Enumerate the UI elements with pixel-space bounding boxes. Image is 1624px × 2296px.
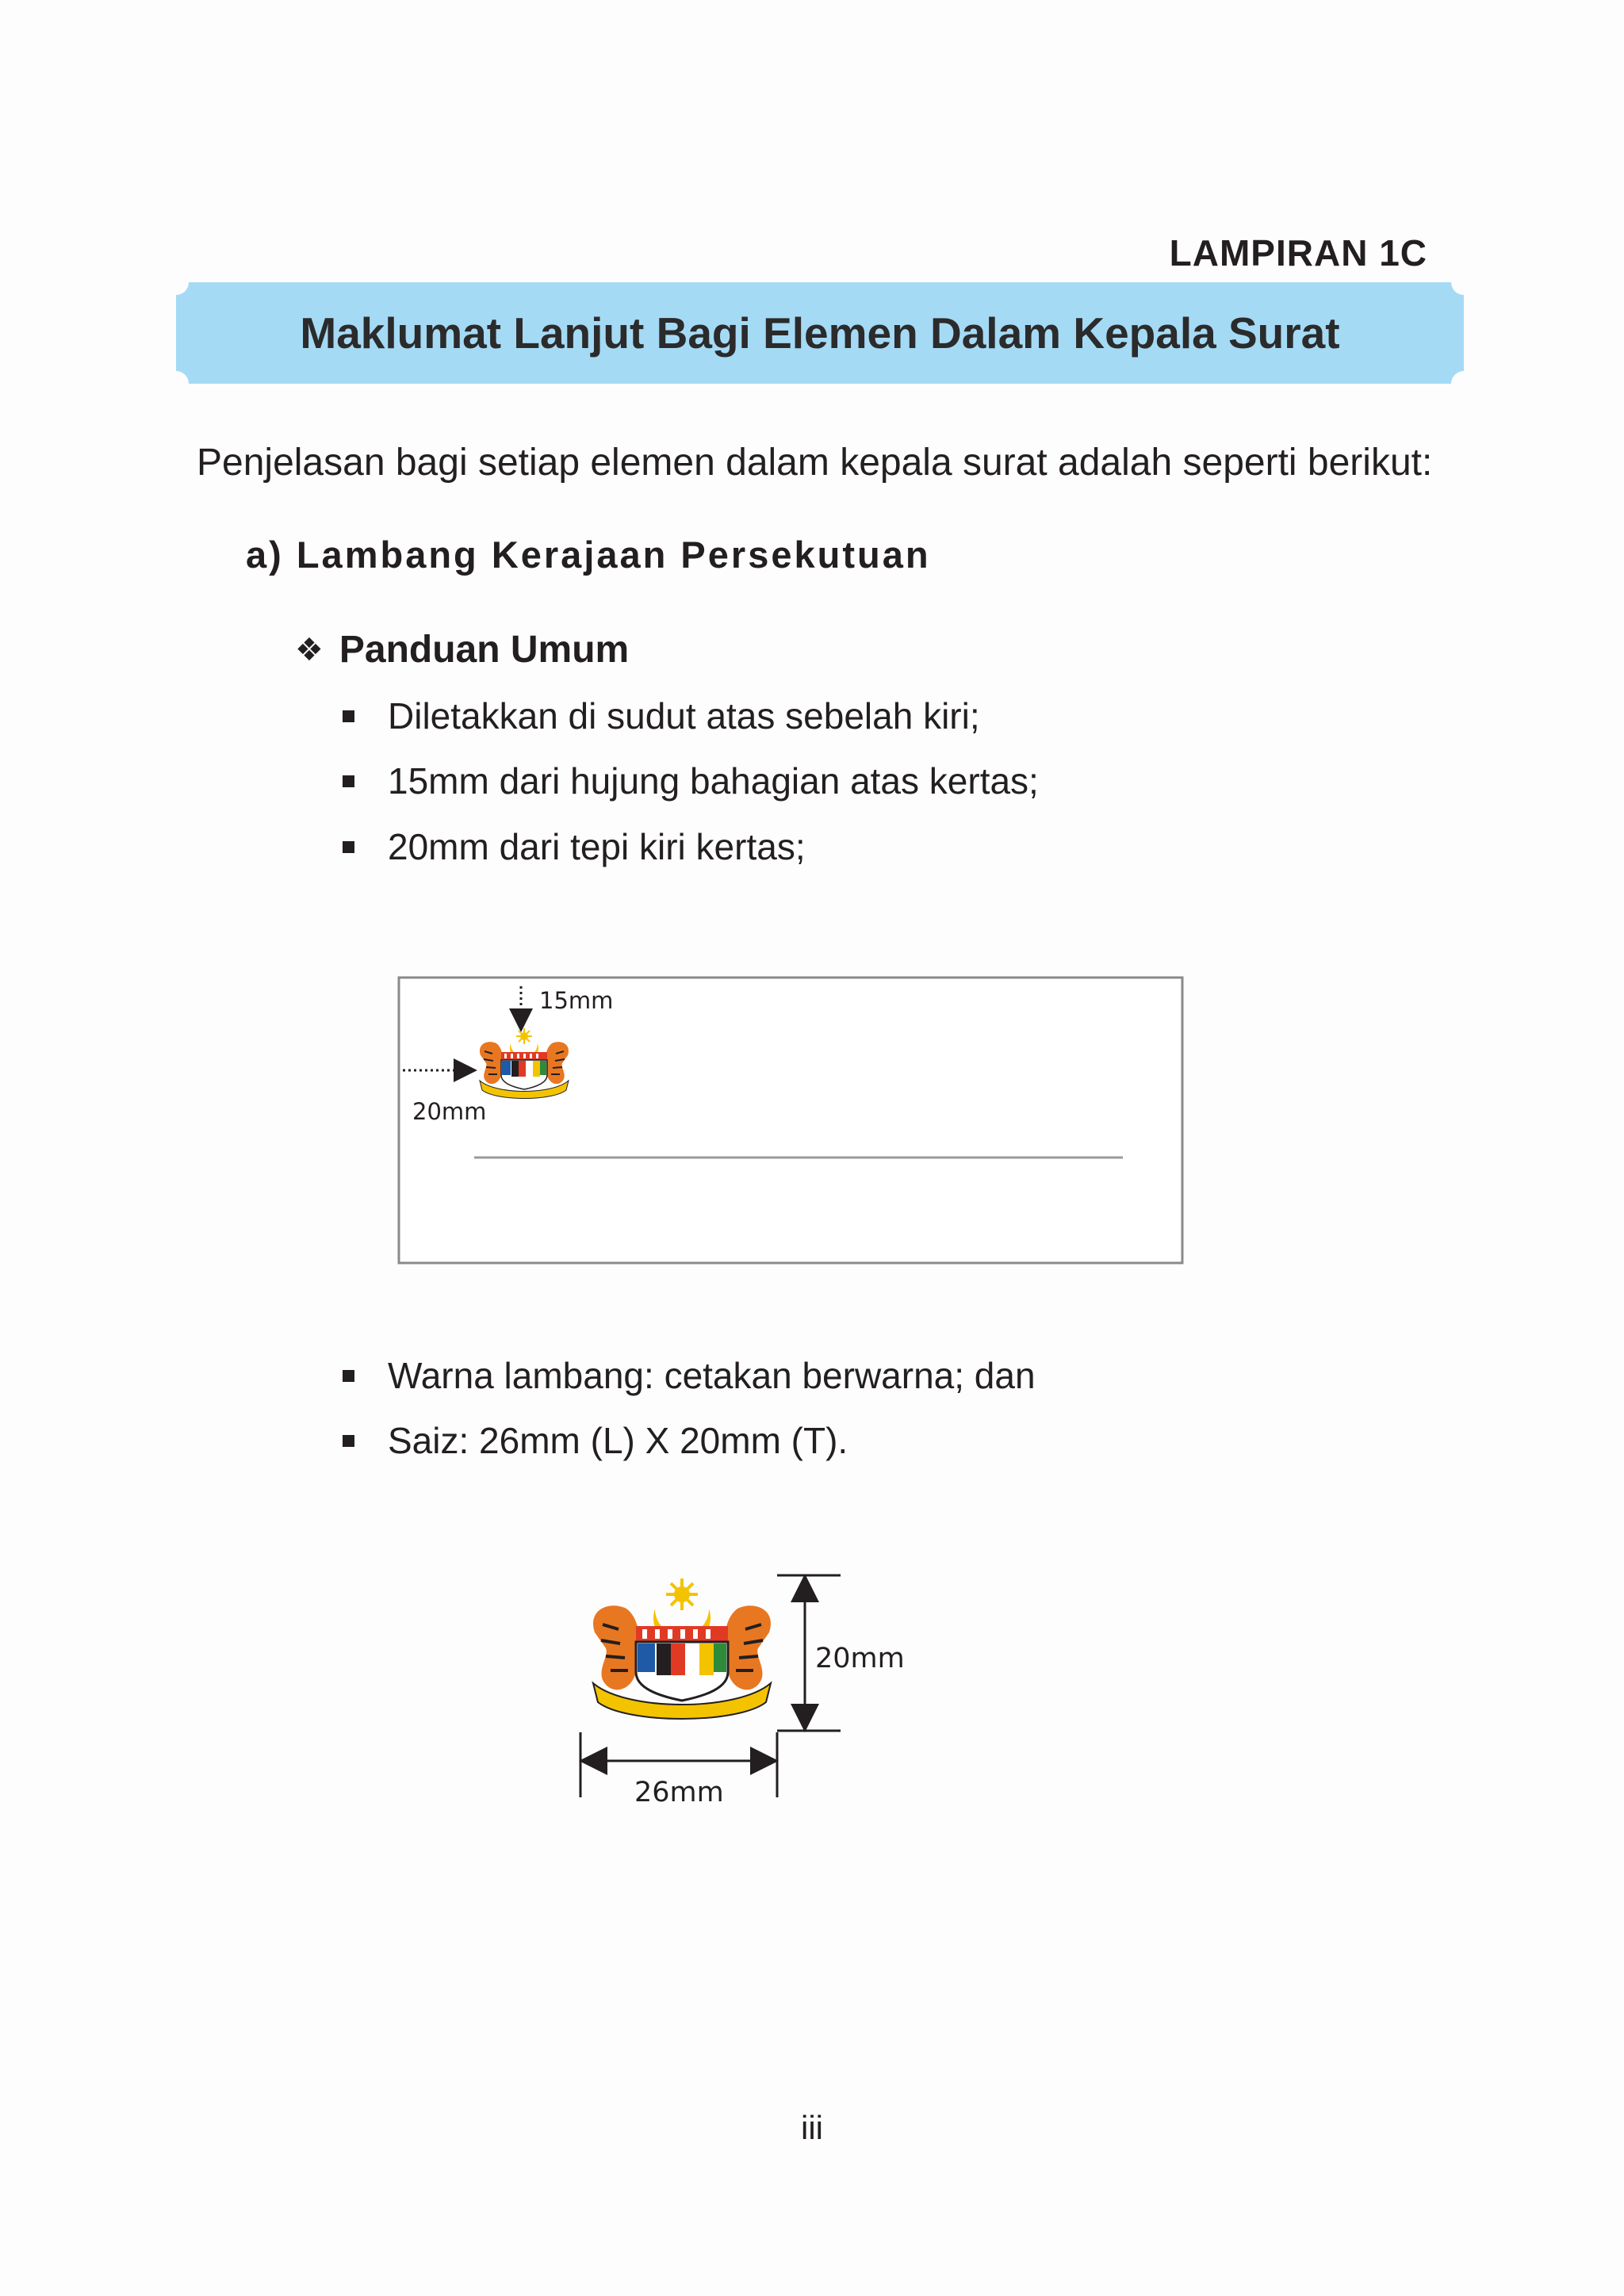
paper-outline: [399, 978, 1182, 1263]
list-item: [343, 695, 980, 737]
list-item-text: Saiz: 26mm (L) X 20mm (T).: [388, 1420, 848, 1461]
square-bullet-icon: [343, 1370, 354, 1382]
page-number: iii: [801, 2109, 823, 2146]
height-label: 20mm: [815, 1643, 905, 1674]
list-item: [343, 825, 806, 868]
left-margin-label: 20mm: [412, 1098, 487, 1125]
square-bullet-icon: [343, 775, 354, 787]
page-title: Maklumat Lanjut Bagi Elemen Dalam Kepala Surat: [300, 308, 1340, 358]
list-item: [343, 760, 1039, 802]
list-item-text: Diletakkan di sudut atas sebelah kiri;: [388, 695, 980, 737]
square-bullet-icon: [343, 841, 354, 853]
intro-text: Penjelasan bagi setiap elemen dalam kepala surat adalah seperti berikut:: [197, 442, 1433, 484]
list-item-text: 15mm dari hujung bahagian atas kertas;: [388, 760, 1039, 802]
list-item-text: 20mm dari tepi kiri kertas;: [388, 826, 806, 867]
placement-diagram: [396, 975, 1186, 1265]
square-bullet-icon: [343, 710, 354, 722]
square-bullet-icon: [343, 1435, 354, 1447]
size-diagram: [571, 1566, 936, 1812]
appendix-label: LAMPIRAN 1C: [1169, 232, 1427, 274]
top-margin-label: 15mm: [539, 987, 614, 1014]
list-item: [343, 1419, 848, 1462]
coat-of-arms-large: [593, 1578, 771, 1719]
sub-heading-label: Panduan Umum: [339, 629, 630, 671]
list-item: [343, 1354, 1036, 1397]
section-heading: a) Lambang Kerajaan Persekutuan: [246, 534, 931, 576]
list-item-text: Warna lambang: cetakan berwarna; dan: [388, 1355, 1036, 1396]
diamond-bullet-icon: ❖: [295, 632, 324, 668]
title-banner: [176, 282, 1464, 384]
width-label: 26mm: [634, 1777, 724, 1808]
sub-heading: [295, 628, 629, 672]
